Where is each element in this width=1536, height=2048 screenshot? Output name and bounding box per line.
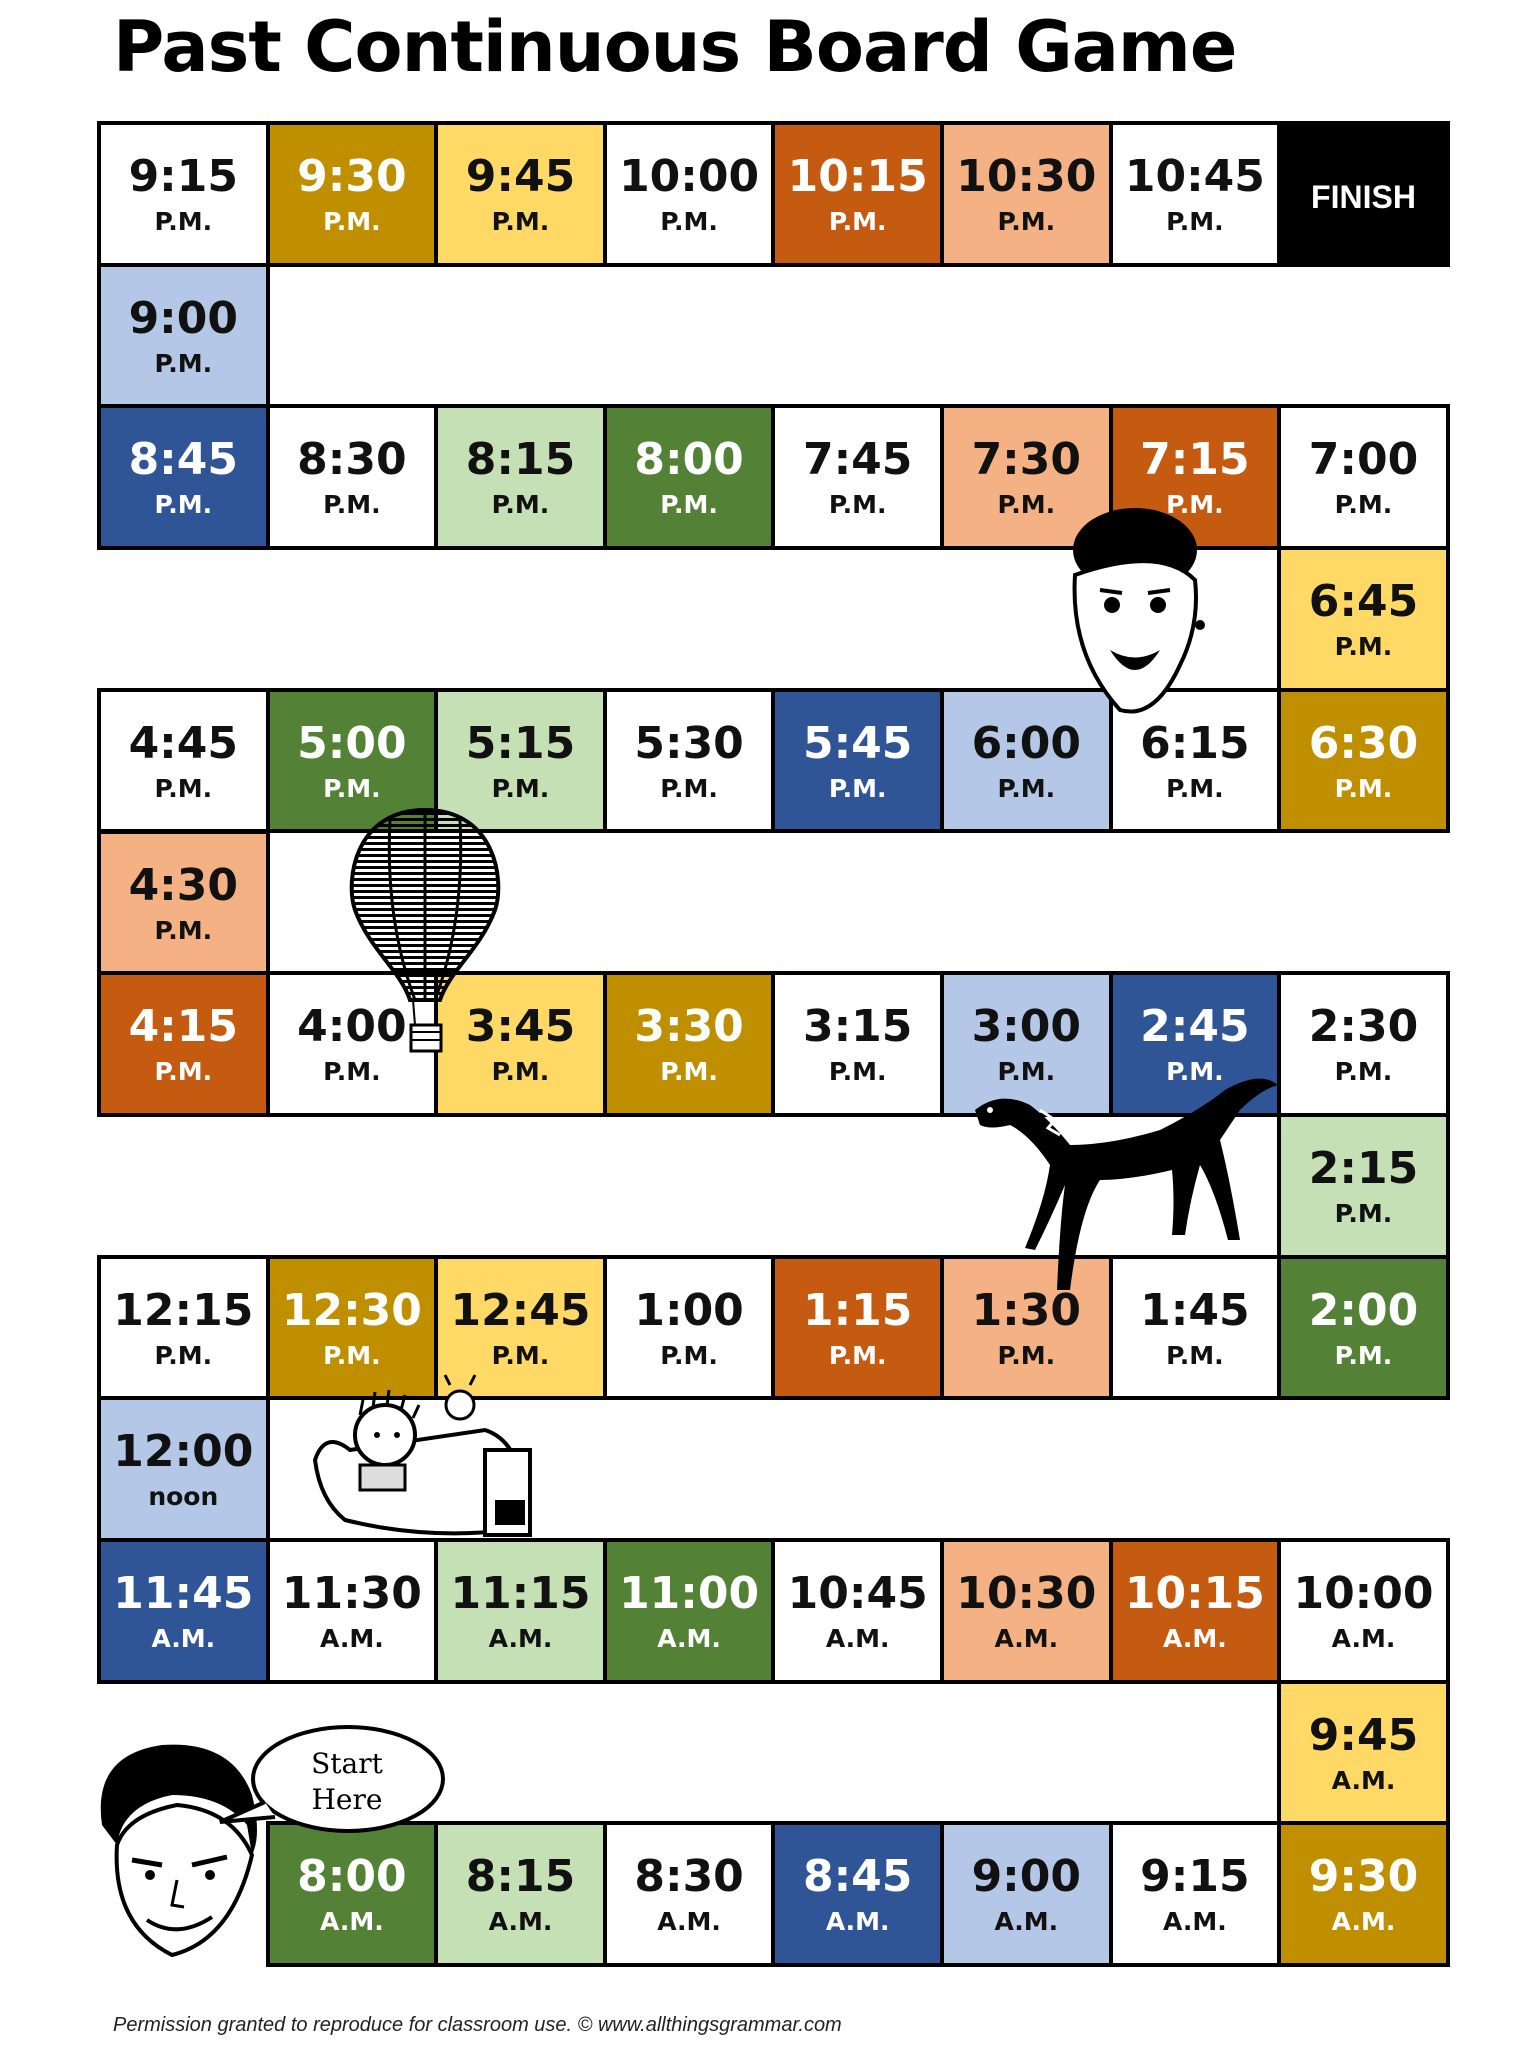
square-time: 1:45 bbox=[1140, 1284, 1250, 1336]
square-period: P.M. bbox=[1334, 773, 1393, 803]
square-period: P.M. bbox=[323, 1340, 381, 1370]
square-period: P.M. bbox=[154, 773, 213, 803]
square-time: 10:15 bbox=[1124, 1568, 1265, 1619]
square-time: 6:15 bbox=[1140, 717, 1250, 769]
board-square bbox=[603, 688, 776, 834]
square-period: P.M. bbox=[323, 773, 381, 803]
square-period: P.M. bbox=[491, 1340, 550, 1370]
square-period: P.M. bbox=[491, 207, 550, 236]
square-period: P.M. bbox=[997, 490, 1056, 520]
board-square bbox=[434, 1821, 607, 1967]
square-time: 3:15 bbox=[802, 1001, 913, 1053]
square-time: 12:00 bbox=[113, 1426, 254, 1478]
square-period: P.M. bbox=[997, 1340, 1056, 1370]
square-period: A.M. bbox=[994, 1624, 1059, 1653]
board-square bbox=[434, 121, 607, 267]
board-square bbox=[771, 971, 944, 1117]
square-time: 3:30 bbox=[634, 1001, 744, 1053]
board-square bbox=[1277, 546, 1450, 692]
square-period: P.M. bbox=[323, 1057, 381, 1087]
square-period: A.M. bbox=[1331, 1765, 1396, 1795]
square-period: P.M. bbox=[828, 207, 887, 236]
square-period: P.M. bbox=[154, 915, 213, 945]
square-time: 9:45 bbox=[465, 151, 576, 202]
board-square bbox=[603, 121, 776, 267]
square-period: A.M. bbox=[1331, 1907, 1396, 1937]
square-period: P.M. bbox=[491, 490, 550, 520]
horse-icon bbox=[960, 1050, 1280, 1290]
square-time: 3:45 bbox=[465, 1001, 576, 1053]
square-period: P.M. bbox=[997, 773, 1056, 803]
square-period: A.M. bbox=[488, 1907, 553, 1937]
square-period: P.M. bbox=[660, 207, 718, 236]
square-time: 3:00 bbox=[971, 1001, 1082, 1053]
square-period: A.M. bbox=[994, 1907, 1059, 1937]
square-time: 11:30 bbox=[281, 1568, 422, 1619]
square-period: A.M. bbox=[825, 1907, 890, 1937]
square-period: P.M. bbox=[1166, 207, 1224, 236]
square-time: 8:00 bbox=[634, 434, 744, 486]
square-period: A.M. bbox=[320, 1624, 384, 1653]
board-square bbox=[771, 688, 944, 834]
square-period: P.M. bbox=[828, 1340, 887, 1370]
board-square bbox=[434, 404, 607, 550]
square-period: P.M. bbox=[154, 490, 213, 520]
square-time: 8:30 bbox=[634, 1851, 744, 1903]
board-square bbox=[771, 1821, 944, 1967]
square-period: P.M. bbox=[491, 1057, 550, 1087]
square-time: 9:00 bbox=[128, 292, 239, 344]
square-time: 9:30 bbox=[297, 151, 407, 202]
square-time: 12:30 bbox=[281, 1284, 422, 1336]
hot-air-balloon-icon bbox=[335, 800, 515, 1060]
square-time: 10:45 bbox=[787, 1568, 928, 1619]
square-period: P.M. bbox=[660, 773, 718, 803]
board-square bbox=[771, 1538, 944, 1684]
square-period: A.M. bbox=[1163, 1624, 1227, 1653]
square-time: 6:00 bbox=[971, 717, 1082, 769]
board-square bbox=[1109, 1821, 1282, 1967]
board-square bbox=[603, 404, 776, 550]
square-period: P.M. bbox=[323, 490, 381, 520]
board-square bbox=[1277, 1680, 1450, 1826]
square-period: P.M. bbox=[491, 773, 550, 803]
square-time: 12:15 bbox=[113, 1284, 254, 1336]
square-time: 11:15 bbox=[450, 1568, 591, 1619]
square-period: A.M. bbox=[1331, 1624, 1396, 1653]
square-time: 10:15 bbox=[787, 151, 928, 202]
board-square bbox=[1277, 1821, 1450, 1967]
board-square bbox=[771, 121, 944, 267]
board-square bbox=[1277, 1538, 1450, 1684]
board-square bbox=[266, 1821, 439, 1967]
board-square bbox=[97, 263, 270, 409]
square-time: 12:45 bbox=[450, 1284, 591, 1336]
copyright-footer: Permission granted to reproduce for classroom use. © www.allthingsgrammar.com bbox=[113, 2014, 842, 2036]
square-time: 8:30 bbox=[297, 434, 407, 486]
square-time: 11:45 bbox=[113, 1568, 254, 1619]
square-period: P.M. bbox=[154, 348, 213, 378]
square-time: 5:30 bbox=[634, 717, 744, 769]
square-period: A.M. bbox=[488, 1624, 553, 1653]
board-square bbox=[97, 404, 270, 550]
square-period: A.M. bbox=[151, 1624, 216, 1653]
square-time: 9:45 bbox=[1308, 1709, 1419, 1761]
square-time: FINISH bbox=[1311, 179, 1416, 215]
square-time: 2:30 bbox=[1308, 1001, 1419, 1053]
square-period: P.M. bbox=[997, 1057, 1056, 1087]
square-time: 4:45 bbox=[128, 717, 239, 769]
square-time: 9:15 bbox=[1140, 1851, 1250, 1903]
board-square bbox=[940, 1538, 1113, 1684]
board-square bbox=[97, 971, 270, 1117]
board-square bbox=[771, 404, 944, 550]
square-period: A.M. bbox=[1163, 1907, 1227, 1937]
square-period: P.M. bbox=[997, 207, 1056, 236]
square-period: P.M. bbox=[1334, 490, 1393, 520]
square-period: P.M. bbox=[660, 1057, 718, 1087]
board-square bbox=[97, 830, 270, 976]
square-time: 2:00 bbox=[1308, 1284, 1419, 1336]
square-time: 6:45 bbox=[1308, 576, 1419, 628]
board-square bbox=[1277, 1113, 1450, 1259]
square-time: 7:45 bbox=[802, 434, 913, 486]
square-period: A.M. bbox=[657, 1624, 721, 1653]
square-period: A.M. bbox=[320, 1907, 384, 1937]
square-time: 4:00 bbox=[297, 1001, 407, 1053]
board-square bbox=[1109, 121, 1282, 267]
laughing-woman-icon bbox=[1060, 505, 1220, 725]
square-time: 6:30 bbox=[1308, 717, 1419, 769]
board-square bbox=[603, 1538, 776, 1684]
square-time: 10:45 bbox=[1124, 151, 1265, 202]
board-square bbox=[1277, 404, 1450, 550]
square-period: P.M. bbox=[1334, 632, 1393, 662]
square-period: P.M. bbox=[1166, 1340, 1224, 1370]
board-square bbox=[603, 1255, 776, 1401]
board-square bbox=[1277, 1255, 1450, 1401]
square-time: 9:00 bbox=[971, 1851, 1082, 1903]
board-square bbox=[603, 971, 776, 1117]
square-time: 8:15 bbox=[465, 434, 576, 486]
page-title: Past Continuous Board Game bbox=[113, 6, 1237, 88]
square-period: P.M. bbox=[154, 207, 213, 236]
square-time: 10:30 bbox=[956, 1568, 1097, 1619]
square-period: P.M. bbox=[660, 490, 718, 520]
square-period: P.M. bbox=[660, 1340, 718, 1370]
square-period: P.M. bbox=[828, 773, 887, 803]
square-period: P.M. bbox=[828, 490, 887, 520]
board-square bbox=[940, 1821, 1113, 1967]
square-time: 2:15 bbox=[1308, 1142, 1419, 1194]
square-period: P.M. bbox=[1334, 1198, 1393, 1228]
square-time: 2:45 bbox=[1140, 1001, 1250, 1053]
square-time: 11:00 bbox=[619, 1568, 760, 1619]
square-period: P.M. bbox=[828, 1057, 887, 1087]
board-square bbox=[97, 121, 270, 267]
square-period: P.M. bbox=[1334, 1057, 1393, 1087]
square-time: 8:45 bbox=[128, 434, 239, 486]
square-period: P.M. bbox=[154, 1057, 213, 1087]
square-time: 10:30 bbox=[956, 151, 1097, 202]
square-period: noon bbox=[148, 1482, 219, 1512]
board-square bbox=[97, 1255, 270, 1401]
board-square bbox=[1277, 971, 1450, 1117]
board-square bbox=[434, 1538, 607, 1684]
square-period: P.M. bbox=[1334, 1340, 1393, 1370]
square-time: 10:00 bbox=[619, 151, 760, 202]
square-time: 1:15 bbox=[802, 1284, 913, 1336]
board-square bbox=[603, 1821, 776, 1967]
square-time: 1:00 bbox=[634, 1284, 744, 1336]
square-time: 4:15 bbox=[128, 1001, 239, 1053]
square-time: 7:15 bbox=[1140, 434, 1250, 486]
square-time: 9:30 bbox=[1308, 1851, 1419, 1903]
square-time: 10:00 bbox=[1293, 1568, 1434, 1619]
square-period: P.M. bbox=[154, 1340, 213, 1370]
square-period: P.M. bbox=[1166, 1057, 1224, 1087]
square-time: 5:45 bbox=[802, 717, 913, 769]
board-square bbox=[771, 1255, 944, 1401]
square-period: A.M. bbox=[657, 1907, 721, 1937]
square-time: 8:15 bbox=[465, 1851, 576, 1903]
square-time: 5:15 bbox=[465, 717, 576, 769]
board-square bbox=[940, 121, 1113, 267]
square-time: 7:30 bbox=[971, 434, 1082, 486]
board-square bbox=[97, 688, 270, 834]
board-square bbox=[266, 121, 439, 267]
square-time: 5:00 bbox=[297, 717, 407, 769]
square-time: 8:00 bbox=[297, 1851, 407, 1903]
square-time: 9:15 bbox=[128, 151, 239, 202]
board-square bbox=[97, 1396, 270, 1542]
square-time: 7:00 bbox=[1308, 434, 1419, 486]
square-period: P.M. bbox=[1166, 773, 1224, 803]
board-square bbox=[97, 1538, 270, 1684]
board-square bbox=[1109, 1538, 1282, 1684]
square-period: P.M. bbox=[1166, 490, 1224, 520]
square-period: P.M. bbox=[323, 207, 381, 236]
square-period: A.M. bbox=[825, 1624, 890, 1653]
board-square bbox=[266, 1538, 439, 1684]
board-square bbox=[266, 404, 439, 550]
board-square bbox=[1277, 688, 1450, 834]
start-here-label: Start Here bbox=[311, 1747, 383, 1816]
square-time: 1:30 bbox=[971, 1284, 1082, 1336]
square-time: 4:30 bbox=[128, 859, 239, 911]
finish-square bbox=[1277, 121, 1450, 267]
square-time: 8:45 bbox=[802, 1851, 913, 1903]
sleeping-person-icon bbox=[305, 1370, 545, 1545]
